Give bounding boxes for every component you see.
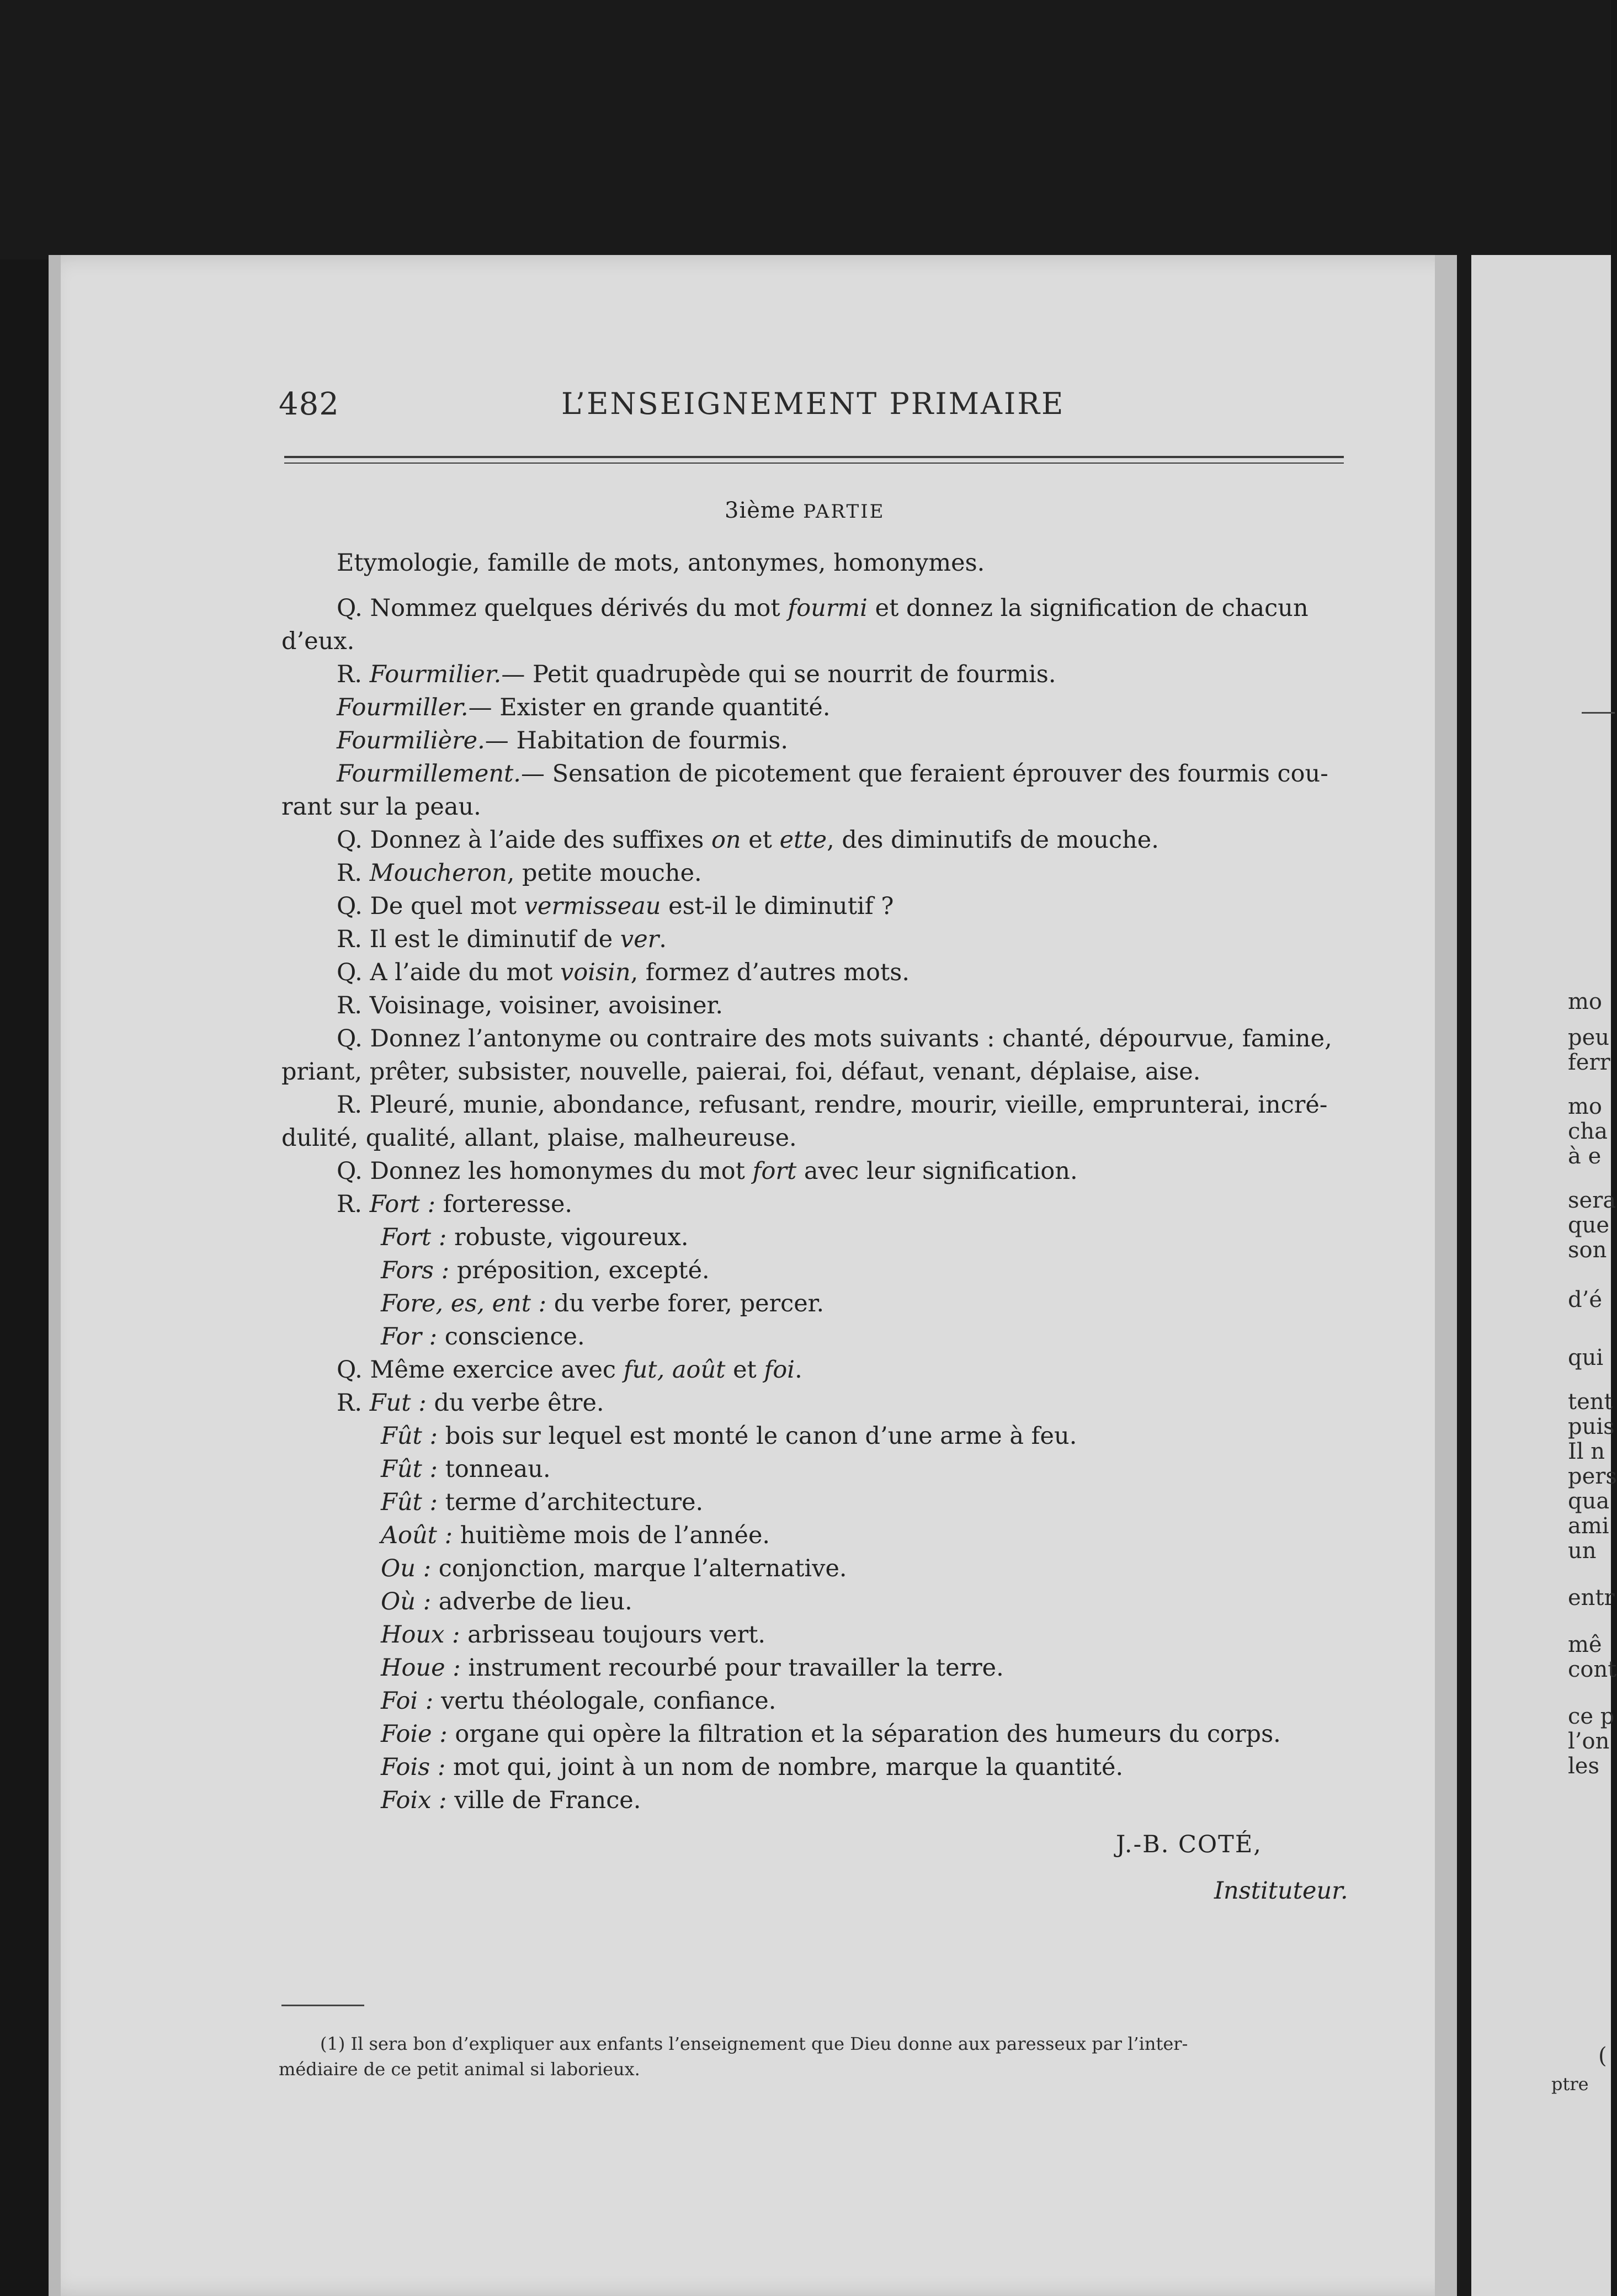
text-line: Q. A l’aide du mot voisin, formez d’autres mots. [337, 959, 910, 986]
right-fragment: entr [1568, 1585, 1615, 1611]
right-page [1471, 255, 1617, 2296]
text-line: Fore, es, ent : du verbe forer, percer. [381, 1290, 825, 1317]
right-fragment: d’é [1568, 1287, 1602, 1312]
footnote-rule [281, 2005, 364, 2006]
right-fragment: l’on [1568, 1729, 1610, 1754]
right-fragment: sera [1568, 1188, 1616, 1213]
right-fragment: que [1568, 1213, 1610, 1238]
text-line: Q. Nommez quelques dérivés du mot fourmi et donnez la signification de chacun [337, 594, 1309, 622]
text-line: dulité, qualité, allant, plaise, malheureuse. [281, 1124, 797, 1152]
right-fragment: pers [1568, 1464, 1617, 1489]
scan-background [0, 0, 1611, 259]
right-fragment: ce p [1568, 1704, 1615, 1729]
text-line: For : conscience. [381, 1323, 585, 1351]
section-subtitle: Etymologie, famille de mots, antonymes, homonymes. [337, 549, 985, 577]
page-number: 482 [279, 386, 339, 422]
text-line: Fourmilière.— Habitation de fourmis. [337, 727, 789, 754]
right-fragment: qui [1568, 1345, 1604, 1370]
footnote-line: (1) Il sera bon d’expliquer aux enfants l’enseignement que Dieu donne aux paresseux par l’inter- [320, 2033, 1188, 2054]
right-fragment: tent [1568, 1389, 1613, 1415]
text-line: Foie : organe qui opère la filtration et la séparation des humeurs du corps. [381, 1720, 1281, 1748]
right-fragment: peu [1568, 1025, 1610, 1050]
section-number: 3ième [725, 498, 796, 523]
text-line: priant, prêter, subsister, nouvelle, paierai, foi, défaut, venant, déplaise, aise. [281, 1058, 1201, 1086]
text-line: R. Moucheron, petite mouche. [337, 859, 702, 887]
signature-role: Instituteur. [1214, 1877, 1348, 1905]
page-gutter [1435, 255, 1457, 2296]
right-fragment: qua [1568, 1489, 1610, 1514]
right-fragment: les [1568, 1753, 1599, 1779]
text-line: Q. De quel mot vermisseau est-il le diminutif ? [337, 892, 894, 920]
text-line: Fors : préposition, excepté. [381, 1257, 710, 1284]
right-fragment: mo [1568, 989, 1603, 1014]
text-line: R. Pleuré, munie, abondance, refusant, rendre, mourir, vieille, emprunterai, incré- [337, 1091, 1328, 1119]
text-line: Fort : robuste, vigoureux. [381, 1224, 689, 1251]
text-line: R. Fut : du verbe être. [337, 1389, 604, 1417]
text-line: Q. Donnez les homonymes du mot fort avec leur signification. [337, 1157, 1078, 1185]
text-line: R. Fourmilier.— Petit quadrupède qui se nourrit de fourmis. [337, 661, 1056, 688]
right-fragment: mo [1568, 1094, 1603, 1119]
text-line: Fourmillement.— Sensation de picotement que feraient éprouver des fourmis cou- [337, 760, 1328, 788]
text-line: Houe : instrument recourbé pour travailler la terre. [381, 1654, 1004, 1682]
text-line: Fût : terme d’architecture. [381, 1489, 704, 1516]
header-rule-thin [284, 463, 1344, 464]
book-spine [1457, 255, 1471, 2296]
text-line: Ou : conjonction, marque l’alternative. [381, 1555, 847, 1582]
right-fragment: son [1568, 1237, 1607, 1263]
right-fragment: Il n [1568, 1439, 1605, 1464]
right-fragment: mê [1568, 1632, 1602, 1657]
text-line: Foi : vertu théologale, confiance. [381, 1687, 776, 1715]
right-fragment: ami [1568, 1513, 1609, 1539]
text-line: Fois : mot qui, joint à un nom de nombre, marque la quantité. [381, 1753, 1124, 1781]
text-line: Q. Donnez à l’aide des suffixes on et ette, des diminutifs de mouche. [337, 826, 1159, 854]
right-fragment: ( [1598, 2043, 1607, 2069]
text-line: R. Il est le diminutif de ver. [337, 926, 667, 953]
right-fragment: puis [1568, 1414, 1615, 1439]
right-fragment: cha [1568, 1119, 1608, 1144]
text-line: Q. Donnez l’antonyme ou contraire des mots suivants : chanté, dépourvue, famine, [337, 1025, 1332, 1053]
footnote-line: médiaire de ce petit animal si laborieux. [279, 2059, 640, 2080]
text-line: Fût : bois sur lequel est monté le canon d’une arme à feu. [381, 1422, 1077, 1450]
text-line: Où : adverbe de lieu. [381, 1588, 632, 1615]
text-line: R. Voisinage, voisiner, avoisiner. [337, 992, 724, 1019]
right-fragment: ptre [1551, 2074, 1589, 2095]
text-line: rant sur la peau. [281, 793, 481, 821]
text-line: Foix : ville de France. [381, 1787, 641, 1814]
right-fragment: à e [1568, 1144, 1602, 1169]
signature-name: J.-B. COTÉ, [1116, 1831, 1262, 1858]
text-line: Fourmiller.— Exister en grande quantité. [337, 694, 831, 721]
section-label: PARTIE [803, 501, 885, 523]
text-line: R. Fort : forteresse. [337, 1190, 573, 1218]
running-title: L’ENSEIGNEMENT PRIMAIRE [561, 386, 1065, 421]
page-edge [49, 255, 61, 2296]
right-page-rule [1582, 712, 1615, 714]
page-header [279, 386, 1344, 425]
text-line: Août : huitième mois de l’année. [381, 1522, 770, 1549]
right-fragment: un [1568, 1538, 1597, 1564]
text-line: d’eux. [281, 628, 355, 655]
section-heading [725, 494, 885, 528]
right-fragment: cont [1568, 1657, 1617, 1682]
text-line: Q. Même exercice avec fut, août et foi. [337, 1356, 802, 1384]
right-fragment: ferr [1568, 1050, 1610, 1075]
text-line: Houx : arbrisseau toujours vert. [381, 1621, 766, 1649]
text-line: Fût : tonneau. [381, 1455, 551, 1483]
header-rule [284, 456, 1344, 458]
